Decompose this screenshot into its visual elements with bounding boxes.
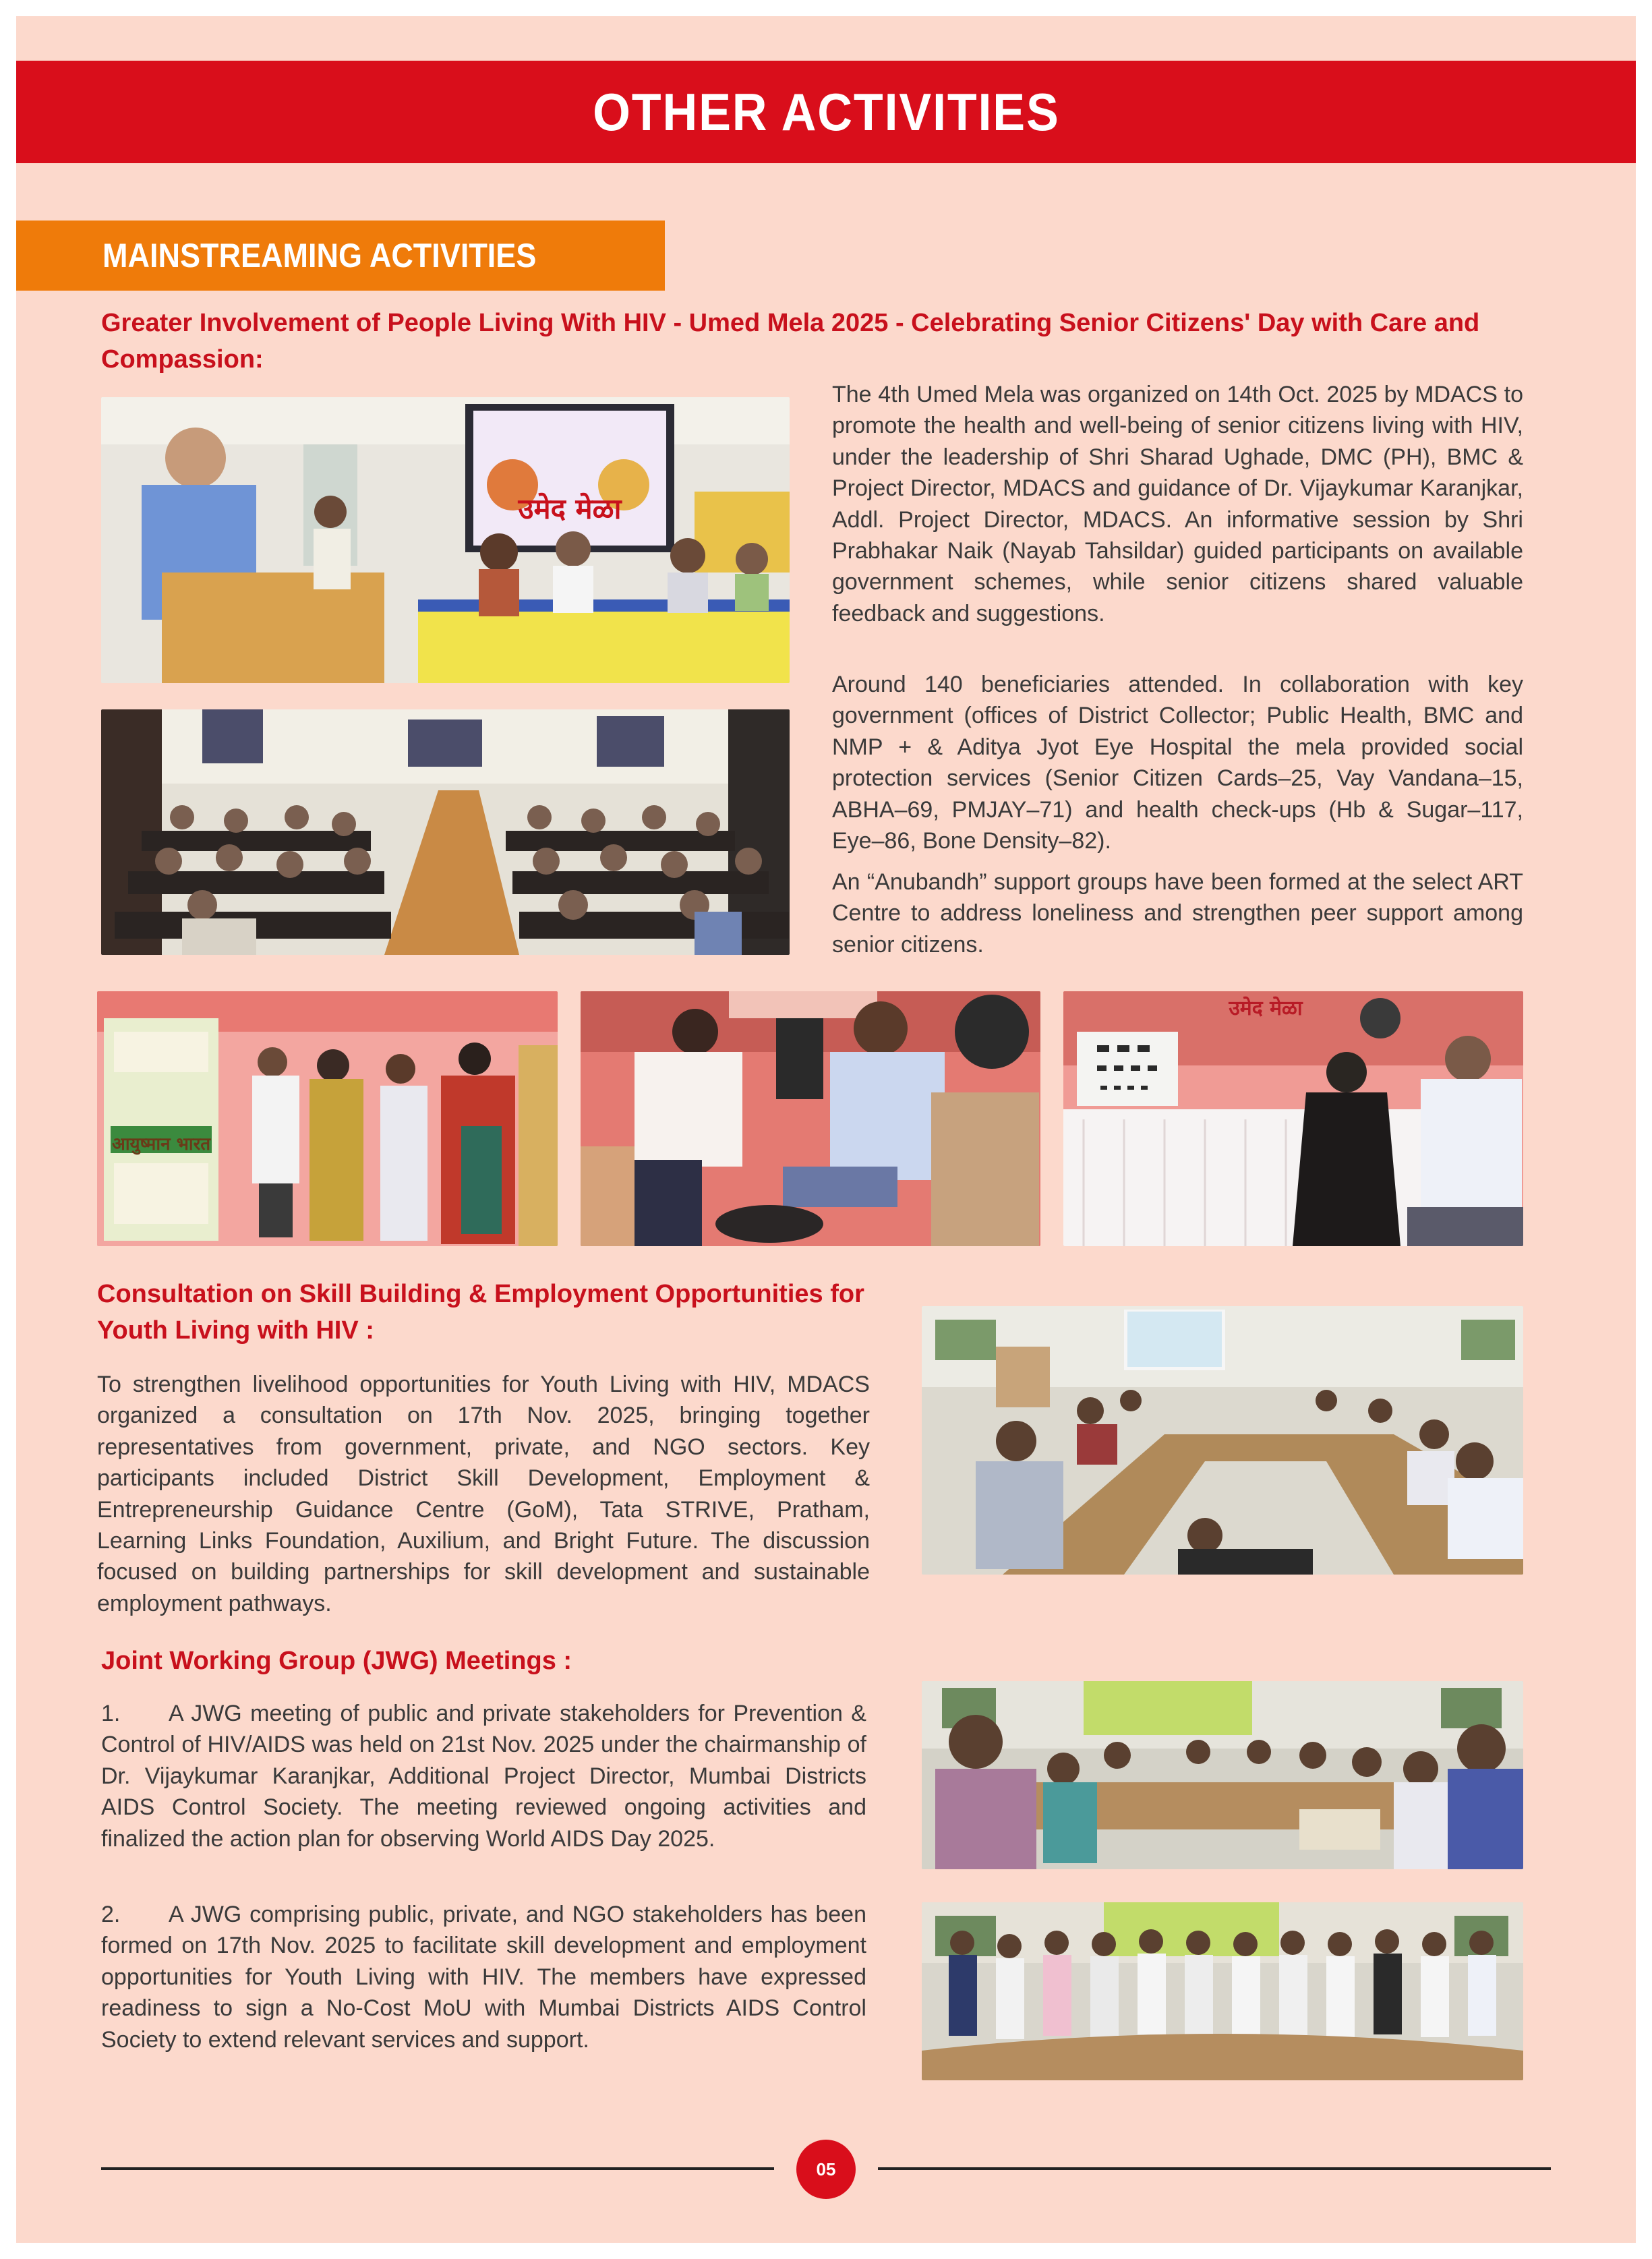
section-tab: [16, 221, 665, 291]
photo-health-checkup: [581, 991, 1040, 1246]
banner-title: आयुष्मान भारत: [111, 1134, 211, 1154]
photo-jwg-group: [922, 1902, 1523, 2080]
photo-eye-checkup: [1063, 991, 1523, 1246]
photo-ayushman-bharat-stall: [97, 991, 558, 1246]
jwg-item-1-text: A JWG meeting of public and private stakeholders for Prevention & Control of HIV/AIDS was held on 21st Nov. 2025 under the chairmanship of Dr. Vijaykumar Karanjkar, Additional Project Director, Mumbai Districts AIDS Control Society. The meeting reviewed ongoing activities and finalized the action plan for observing World AIDS Day 2025.: [101, 1701, 866, 1852]
page-title-banner: [16, 61, 1636, 163]
stall-title: उमेद मेळा: [1229, 997, 1303, 1020]
umed-mela-paragraph-1: The 4th Umed Mela was organized on 14th Oct. 2025 by MDACS to promote the health and well-being of senior citizens living with HIV, under the leadership of Shri Sharad Ughade, DMC (PH), BMC & Project Director, MDACS and guidance of Dr. Vijaykumar Karanjkar, Addl. Project Director, MDACS. An informative session by Shri Prabhakar Naik (Nayab Tahsildar) guided participants on available government schemes, while senior citizens shared valuable feedback and suggestions.: [832, 382, 1523, 626]
photo-umed-mela-audience: [101, 709, 790, 955]
umed-mela-paragraph-2: Around 140 beneficiaries attended. In collaboration with key government (offices of District Collector; Public Health, BMC and NMP + & Aditya Jyot Eye Hospital the mela provided social protection services (Senior Citizen Cards–25, Vay Vandana–15, ABHA–69, PMJAY–71) and health check-ups (Hb & Sugar–117, Eye–86, Bone Density–82).: [832, 672, 1523, 854]
jwg-item-2: [101, 1899, 866, 2055]
jwg-item-1: [101, 1698, 866, 1854]
umed-mela-heading: Greater Involvement of People Living With HIV - Umed Mela 2025 - Celebrating Senior Citizens' Day with Care and Compassion:: [101, 309, 1480, 374]
umed-mela-paragraph-3: An “Anubandh” support groups have been formed at the select ART Centre to address loneliness and strengthen peer support among senior citizens.: [832, 869, 1523, 958]
photo-skill-consultation-meeting: [922, 1306, 1523, 1575]
page-number: 05: [796, 2140, 856, 2199]
skill-consultation-heading: Consultation on Skill Building & Employment Opportunities for Youth Living with HIV :: [97, 1280, 864, 1345]
jwg-item-2-text: A JWG comprising public, private, and NGO stakeholders has been formed on 17th Nov. 2025 to facilitate skill development and employment opportunities for Youth Living with HIV. The members have expressed readiness to sign a No-Cost MoU with Mumbai Districts AIDS Control Society to extend relevant services and support.: [101, 1902, 866, 2053]
screen-title: उमेद मेळा: [518, 492, 622, 525]
section-title: MAINSTREAMING ACTIVITIES: [102, 237, 537, 274]
page-title: OTHER ACTIVITIES: [592, 82, 1060, 142]
jwg-item-1-number: 1.: [101, 1701, 121, 1726]
jwg-heading: Joint Working Group (JWG) Meetings :: [101, 1647, 572, 1675]
skill-consultation-paragraph: To strengthen livelihood opportunities for Youth Living with HIV, MDACS organized a consultation on 17th Nov. 2025, bringing together representatives from government, private, and NGO sectors. Key participants included District Skill Development, Employment & Entrepreneurship Guidance Centre (GoM), Tata STRIVE, Pratham, Learning Links Foundation, Auxilium, and Bright Future. The discussion focused on building partnerships for skill development and sustainable employment pathways.: [97, 1372, 870, 1616]
jwg-item-2-number: 2.: [101, 1902, 121, 1927]
footer-rule-left: [101, 2167, 774, 2170]
photo-jwg-meeting: [922, 1681, 1523, 1869]
footer-rule-right: [878, 2167, 1551, 2170]
photo-umed-mela-stage: [101, 397, 790, 683]
